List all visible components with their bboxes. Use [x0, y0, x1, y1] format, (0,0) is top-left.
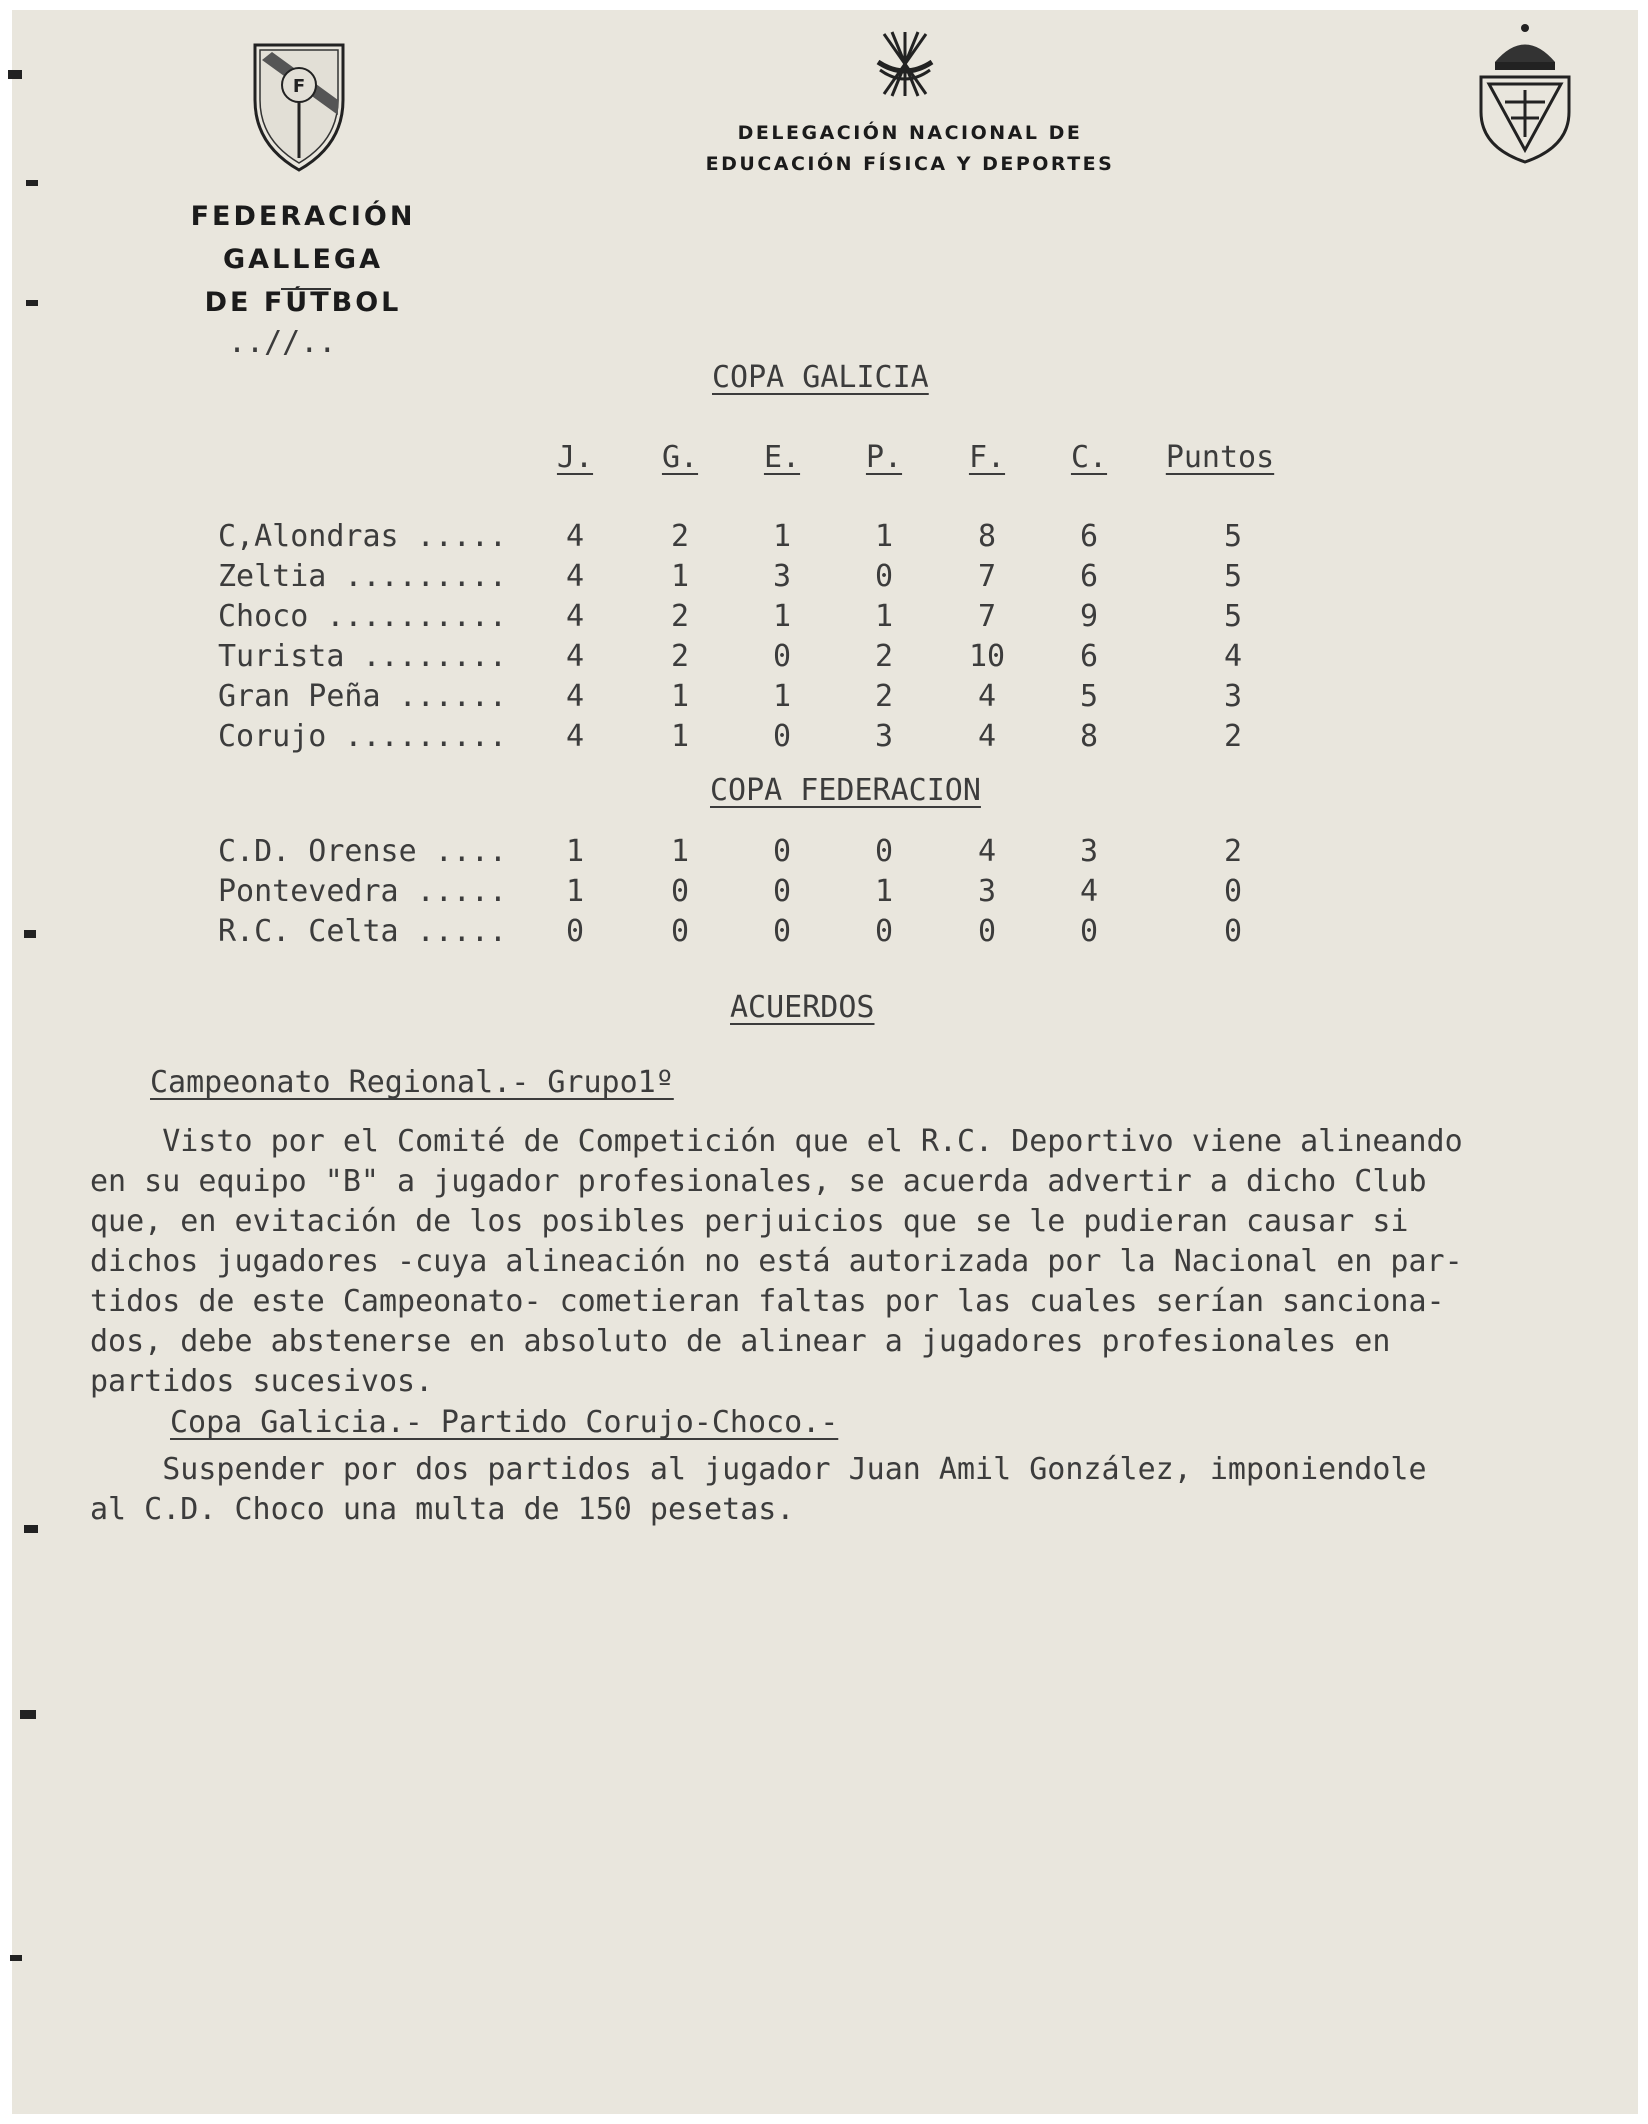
- stat-cell: 3: [772, 559, 792, 594]
- table-row: [218, 914, 1318, 954]
- stat-cell: 0: [772, 914, 792, 949]
- table-row: [218, 679, 1318, 719]
- stat-cell: 1: [874, 874, 894, 909]
- team-name: Gran Peña ......: [218, 679, 507, 714]
- stat-cell: 7: [977, 559, 997, 594]
- stat-cell: 1: [565, 874, 585, 909]
- stat-cell: 0: [670, 914, 690, 949]
- stat-cell: 2: [1223, 834, 1243, 869]
- section2-heading: Copa Galicia.- Partido Corujo-Choco.-: [170, 1405, 839, 1440]
- team-name: Corujo .........: [218, 719, 507, 754]
- stat-cell: 4: [565, 679, 585, 714]
- stat-cell: 1: [874, 519, 894, 554]
- stat-cell: 4: [1079, 874, 1099, 909]
- stat-cell: 0: [772, 834, 792, 869]
- stat-cell: 0: [1223, 874, 1243, 909]
- table-row: [218, 559, 1318, 599]
- acuerdos-title: ACUERDOS: [730, 990, 875, 1025]
- stat-cell: 4: [565, 719, 585, 754]
- copa-galicia-title: COPA GALICIA: [712, 360, 929, 395]
- col-header: P.: [865, 440, 903, 475]
- stat-cell: 10: [968, 639, 1006, 674]
- stat-cell: 0: [874, 834, 894, 869]
- table-row: [218, 874, 1318, 914]
- stat-cell: 4: [1223, 639, 1243, 674]
- stat-cell: 2: [670, 519, 690, 554]
- section1-heading: Campeonato Regional.- Grupo1º: [150, 1065, 674, 1100]
- federation-name: [108, 195, 498, 324]
- table-row: [218, 519, 1318, 559]
- team-name: R.C. Celta .....: [218, 914, 507, 949]
- punch-mark: [20, 1710, 36, 1719]
- table-row: [218, 599, 1318, 639]
- delegation-line-2: EDUCACIÓN FÍSICA Y DEPORTES: [705, 153, 1115, 175]
- team-name: Choco ..........: [218, 599, 507, 634]
- stat-cell: 2: [874, 679, 894, 714]
- federation-line-2: DE FÚTBOL: [204, 287, 402, 318]
- stat-cell: 0: [874, 914, 894, 949]
- stat-cell: 1: [670, 719, 690, 754]
- stat-cell: 0: [1223, 914, 1243, 949]
- stat-cell: 5: [1079, 679, 1099, 714]
- team-name: Turista ........: [218, 639, 507, 674]
- stat-cell: 3: [977, 874, 997, 909]
- stat-cell: 5: [1223, 559, 1243, 594]
- federation-shield-icon: [250, 40, 348, 175]
- col-header: E.: [763, 440, 801, 475]
- stat-cell: 0: [565, 914, 585, 949]
- stat-cell: 8: [1079, 719, 1099, 754]
- punch-mark: [26, 300, 38, 306]
- crowned-rfef-shield-icon: [1475, 22, 1575, 167]
- stat-cell: 4: [565, 559, 585, 594]
- stat-cell: 6: [1079, 559, 1099, 594]
- stat-cell: 9: [1079, 599, 1099, 634]
- stat-cell: 1: [670, 559, 690, 594]
- text-line: dos, debe abstenerse en absoluto de alinear a jugadores profesionales en: [90, 1324, 1391, 1359]
- stat-cell: 1: [772, 679, 792, 714]
- stat-cell: 1: [874, 599, 894, 634]
- stat-cell: 4: [565, 599, 585, 634]
- stat-cell: 1: [565, 834, 585, 869]
- delegation-line-1: DELEGACIÓN NACIONAL DE: [737, 122, 1083, 144]
- text-line: Visto por el Comité de Competición que el R.C. Deportivo viene alineando: [90, 1124, 1463, 1159]
- stat-cell: 3: [874, 719, 894, 754]
- svg-text:F: F: [292, 76, 306, 97]
- stat-cell: 5: [1223, 599, 1243, 634]
- stat-cell: 4: [977, 834, 997, 869]
- text-line: que, en evitación de los posibles perjuicios que se le pudieran causar si: [90, 1204, 1409, 1239]
- stat-cell: 4: [565, 639, 585, 674]
- federation-line-1: FEDERACIÓN GALLEGA: [190, 201, 416, 275]
- stat-cell: 3: [1223, 679, 1243, 714]
- stat-cell: 1: [670, 679, 690, 714]
- stat-cell: 4: [977, 679, 997, 714]
- team-name: C.D. Orense ....: [218, 834, 507, 869]
- table-row: [218, 639, 1318, 679]
- stat-cell: 6: [1079, 639, 1099, 674]
- text-line: dichos jugadores -cuya alineación no está autorizada por la Nacional en par-: [90, 1244, 1463, 1279]
- punch-mark: [24, 1525, 38, 1533]
- text-line: tidos de este Campeonato- cometieran faltas por las cuales serían sanciona-: [90, 1284, 1445, 1319]
- team-name: Pontevedra .....: [218, 874, 507, 909]
- table-header: [218, 440, 1318, 480]
- text-line: al C.D. Choco una multa de 150 pesetas.: [90, 1492, 795, 1527]
- stat-cell: 1: [772, 519, 792, 554]
- stat-cell: 8: [977, 519, 997, 554]
- stat-cell: 5: [1223, 519, 1243, 554]
- punch-mark: [24, 930, 36, 938]
- col-header: F.: [968, 440, 1006, 475]
- stat-cell: 1: [772, 599, 792, 634]
- stat-cell: 7: [977, 599, 997, 634]
- stat-cell: 4: [977, 719, 997, 754]
- text-line: en su equipo "B" a jugador profesionales, se acuerda advertir a dicho Club: [90, 1164, 1427, 1199]
- delegation-name: [640, 118, 1180, 180]
- text-line: partidos sucesivos.: [90, 1364, 434, 1399]
- stat-cell: 0: [772, 719, 792, 754]
- stat-cell: 0: [1079, 914, 1099, 949]
- stat-cell: 1: [670, 834, 690, 869]
- stat-cell: 4: [565, 519, 585, 554]
- col-header: G.: [661, 440, 699, 475]
- stat-cell: 2: [670, 599, 690, 634]
- table-row: [218, 834, 1318, 874]
- stat-cell: 0: [670, 874, 690, 909]
- stat-cell: 0: [874, 559, 894, 594]
- header-rule: [281, 288, 331, 290]
- punch-mark: [10, 1955, 22, 1961]
- table-row: [218, 719, 1318, 759]
- col-header: J.: [556, 440, 594, 475]
- team-name: C,Alondras .....: [218, 519, 507, 554]
- yoke-and-arrows-icon: [870, 28, 940, 100]
- stat-cell: 0: [772, 639, 792, 674]
- punch-mark: [8, 70, 22, 79]
- text-line: Suspender por dos partidos al jugador Juan Amil González, imponiendole: [90, 1452, 1427, 1487]
- stat-cell: 2: [874, 639, 894, 674]
- stat-cell: 2: [1223, 719, 1243, 754]
- col-header: Puntos: [1165, 440, 1275, 475]
- copa-federacion-title: COPA FEDERACION: [710, 773, 981, 808]
- stat-cell: 3: [1079, 834, 1099, 869]
- stat-cell: 6: [1079, 519, 1099, 554]
- team-name: Zeltia .........: [218, 559, 507, 594]
- punch-mark: [26, 180, 38, 186]
- stat-cell: 2: [670, 639, 690, 674]
- col-header: C.: [1070, 440, 1108, 475]
- reference-mark: ..//..: [228, 325, 337, 360]
- stat-cell: 0: [977, 914, 997, 949]
- stat-cell: 0: [772, 874, 792, 909]
